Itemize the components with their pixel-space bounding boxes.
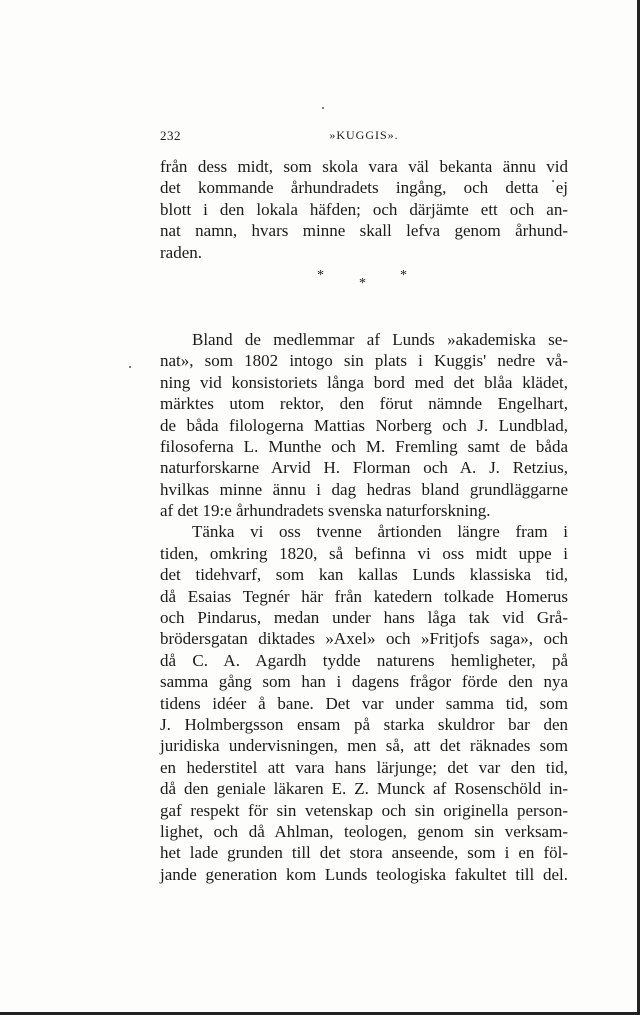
text-line: lighet, och då Ahlman, teologen, genom sin verksam- [160, 821, 568, 841]
text-line: de båda filologerna Mattias Norberg och J. Lundblad, [160, 415, 568, 435]
text-line: samma gång som han i dagens frågor förde den nya [160, 672, 568, 692]
text-line: Tänka vi oss tvenne årtionden längre fram i [192, 522, 568, 542]
text-line: raden. [160, 242, 203, 262]
asterisk-left: * [317, 267, 324, 283]
ink-speck [322, 107, 324, 109]
asterisk-right: * [400, 267, 407, 283]
text-line: filosoferna L. Munthe och M. Fremling samt de båda [160, 436, 568, 456]
text-line: en hederstitel att vara hans lärjunge; det var den tid, [160, 757, 568, 777]
text-line: det tidehvarf, som kan kallas Lunds klassiska tid, [160, 565, 568, 585]
paragraph-3 [160, 521, 568, 885]
running-head [160, 128, 568, 146]
text-line: ning vid konsistoriets långa bord med det blåa klädet, [160, 372, 568, 392]
text-line: af det 19:e århundradets svenska naturforskning. [160, 501, 491, 521]
text-line: märktes utom rektor, den förut nämnde Engelhart, [160, 394, 568, 414]
text-line: tidens idéer å bane. Det var under samma tid, som [160, 693, 568, 713]
running-title: »KUGGIS». [329, 128, 399, 142]
ink-speck [129, 366, 131, 368]
text-line: het lade grunden till det stora anseende, som i en föl- [160, 843, 568, 863]
paragraph-2 [160, 329, 568, 522]
text-line: gaf respekt för sin vetenskap och sin originella person- [160, 800, 568, 820]
asterisk-center: * [359, 275, 366, 291]
text-line: brödersgatan diktades »Axel» och »Fritjofs saga», och [160, 629, 568, 649]
text-line: och Pindarus, medan under hans låga tak vid Grå- [160, 608, 568, 628]
text-line: J. Holmbergsson ensam på starka skuldror bar den [160, 714, 568, 734]
text-line: det kommande århundradets ingång, och detta ej [160, 178, 568, 198]
text-line: hvilkas minne ännu i dag hedras bland grundläggarne [160, 479, 568, 499]
body-text [160, 156, 568, 885]
section-asterism [160, 265, 568, 307]
text-line: då den geniale läkaren E. Z. Munck af Rosenschöld in- [160, 779, 568, 799]
text-line: då Esaias Tegnér här från katedern tolkade Homerus [160, 586, 568, 606]
text-line: juridiska undervisningen, men så, att det räknades som [160, 736, 568, 756]
text-line: nat», som 1802 intogo sin plats i Kuggis' nedre vå- [160, 351, 568, 371]
page-number: 232 [160, 128, 181, 143]
text-line: tiden, omkring 1820, så befinna vi oss midt uppe i [160, 543, 568, 563]
text-line: naturforskarne Arvid H. Florman och A. J. Retzius, [160, 458, 568, 478]
text-line: nat namn, hvars minne skall lefva genom århund- [160, 221, 568, 241]
text-line: från dess midt, som skola vara väl bekanta ännu vid [160, 157, 568, 176]
text-line: Bland de medlemmar af Lunds »akademiska se- [192, 329, 568, 349]
paragraph-1 [160, 156, 568, 263]
text-line: jande generation kom Lunds teologiska fakultet till del. [160, 864, 568, 884]
text-line: då C. A. Agardh tydde naturens hemligheter, på [160, 650, 568, 670]
text-line: blott i den lokala häfden; och därjämte ett och an- [160, 199, 568, 219]
